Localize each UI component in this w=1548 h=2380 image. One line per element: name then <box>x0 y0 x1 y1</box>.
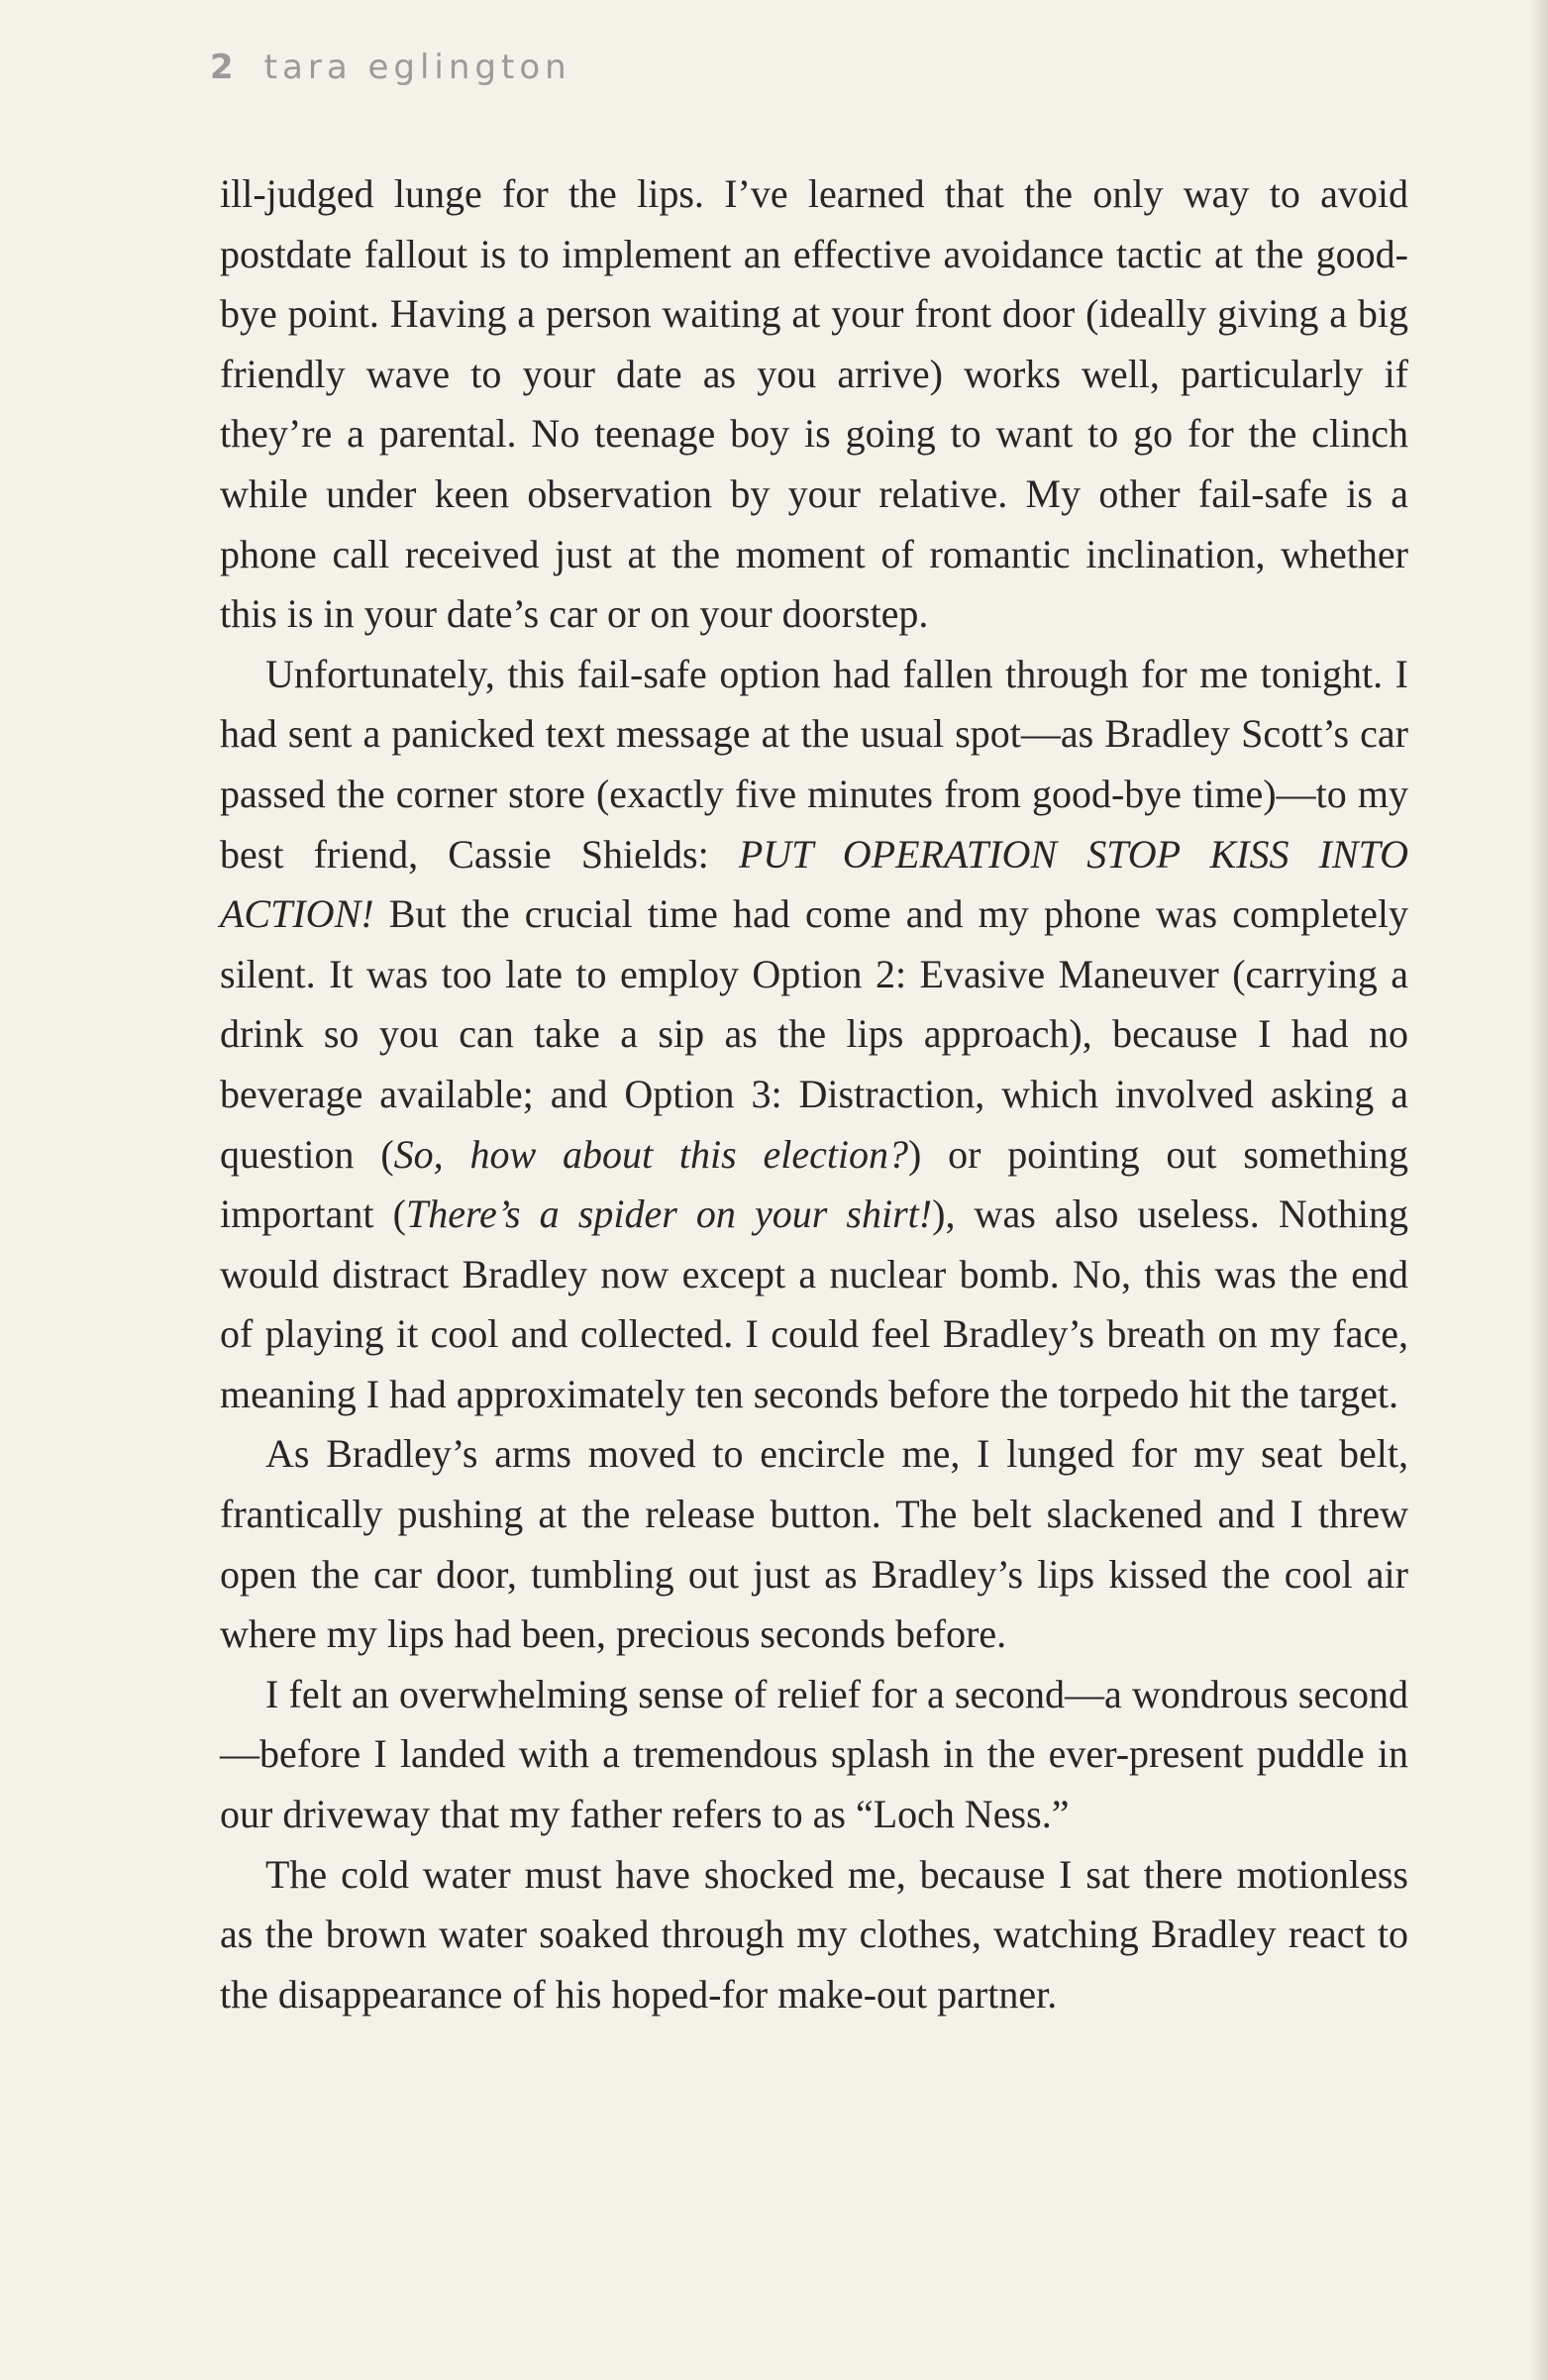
paragraph-2-text-a: Unfortunately, this fail-safe option had fallen through for me tonight. I had sent a panicked text message at the usual spot—as Bradley Scott’s car passed the corner store (exactly five minutes from good-bye time)—to my best friend, Cassie Shields: <box>220 651 1408 877</box>
paragraph-2-text-b: But the crucial time had come and my phone was completely silent. It was too late to employ Option 2: Evasive Maneuver (carrying a drink so you can take a sip as the lips approach), because I had no beverage available; and Option 3: Distraction, which involved asking a question ( <box>220 891 1408 1177</box>
spider-remark-text: There’s a spider on your shirt! <box>405 1191 933 1237</box>
page-number: 2 <box>210 48 239 87</box>
paragraph-5-text: The cold water must have shocked me, because I sat there motionless as the brown water soaked through my clothes, watching Bradley react to the disappearance of his hoped-for make-out partner. <box>220 1851 1408 2017</box>
paragraph-1-text: ill-judged lunge for the lips. I’ve learned that the only way to avoid postdate fallout is to implement an effective avoidance tactic at the good-bye point. Having a person waiting at your front door (ideally giving a big friendly wave to your date as you arrive) works well, particularly if they’re a parental. No teenage boy is going to want to go for the clinch while under keen observation by your relative. My other fail-safe is a phone call received just at the moment of romantic inclination, whether this is in your date’s car or on your doorstep. <box>220 171 1408 637</box>
paragraph-3 <box>220 1424 1408 1664</box>
paragraph-2-text-d: ), was also useless. Nothing would distract Bradley now except a nuclear bomb. No, this was the end of playing it cool and collected. I could feel Bradley’s breath on my face, meaning I had approximately ten seconds before the torpedo hit the target. <box>220 1191 1408 1416</box>
paragraph-1 <box>220 164 1408 645</box>
paragraph-5 <box>220 1845 1408 2025</box>
paragraph-4-text: I felt an overwhelming sense of relief for a second—a wondrous second—before I landed with a tremendous splash in the ever-present puddle in our driveway that my father refers to as “Loch Ness.” <box>220 1671 1408 1837</box>
body-text <box>220 164 1408 2024</box>
paragraph-3-text: As Bradley’s arms moved to encircle me, I lunged for my seat belt, frantically pushing at the release button. The belt slackened and I threw open the car door, tumbling out just as Bradley’s lips kissed the cool air where my lips had been, precious seconds before. <box>220 1431 1408 1657</box>
paragraph-4 <box>220 1665 1408 1845</box>
page-edge-shadow <box>1530 0 1548 2380</box>
author-name: tara eglington <box>263 48 571 87</box>
running-header <box>210 48 571 87</box>
election-question-text: So, how about this election? <box>393 1131 909 1177</box>
operation-stop-kiss-text: PUT OPERATION STOP KISS INTO ACTION! <box>220 831 1408 937</box>
paragraph-2-text-c: ) or pointing out something important ( <box>220 1131 1408 1237</box>
paragraph-2 <box>220 645 1408 1425</box>
